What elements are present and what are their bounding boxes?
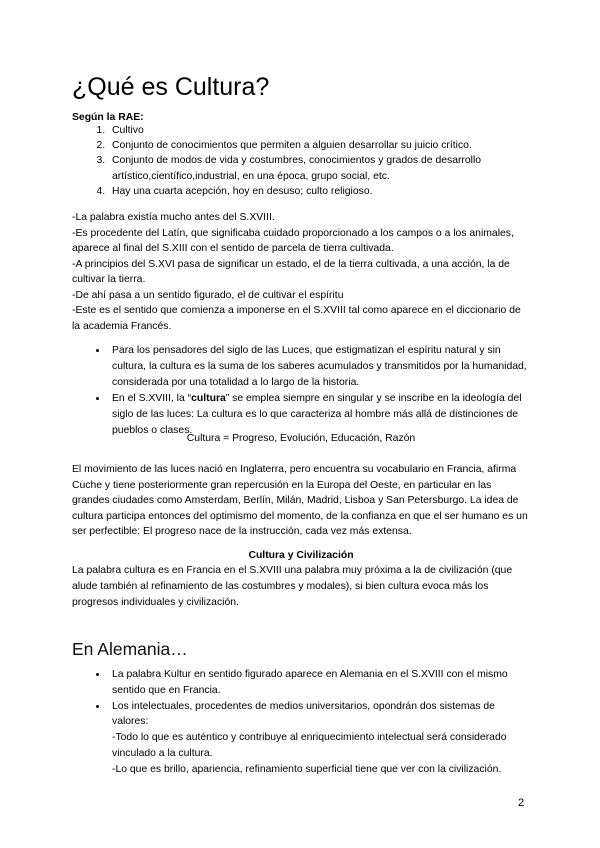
- alemania-list: [72, 667, 530, 778]
- history-paragraph: [72, 210, 530, 334]
- page-number: 2: [518, 797, 525, 809]
- list-item: 4. Hay una cuarta acepción, hoy en desuso; culto religioso.: [108, 184, 530, 199]
- history-line: -A principios del S.XVI pasa de significar un estado, el de la tierra cultivada, a una acción, la de cultivar la tierra.: [72, 258, 510, 285]
- text-span: ” se emplea siempre en singular y se inscribe en la ideología del siglo de las luces: La cultura es lo que caracteriza al hombre más allá de distinciones de pueblos o clases.: [112, 393, 522, 436]
- luces-list: [72, 343, 530, 439]
- civilizacion-paragraph: La palabra cultura es en Francia en el S.XVIII una palabra muy próxima a la de civilización (que alude también al refinamiento de las costumbres y modales), si bien cultura evoca más los progresos individuales y civilización.: [72, 565, 513, 608]
- history-line: -La palabra existía mucho antes del S.XVIII.: [72, 212, 275, 223]
- culture-formula: Cultura = Progreso, Evolución, Educación, Razón: [186, 433, 416, 444]
- list-item-line: -Lo que es brillo, apariencia, refinamiento superficial tiene que ver con la civilización.: [112, 763, 502, 775]
- list-item: • Para los pensadores del siglo de las Luces, que estigmatizan el espíritu natural y sin cultura, la cultura es la suma de los saberes acumulados y transmitidos por la humanidad, considerada por una totalidad a lo largo de la historia.: [108, 343, 530, 391]
- alemania-heading: En Alemania…: [72, 639, 188, 659]
- text-span: En el S.XVIII, la “: [112, 393, 192, 404]
- history-line: -Este es el sentido que comienza a imponerse en el S.XVIII tal como aparece en el diccionario de la academia Francés.: [72, 305, 521, 332]
- movement-paragraph: El movimiento de las luces nació en Inglaterra, pero encuentra su vocabulario en Francia, afirma Cuche y tiene posteriormente gran repercusión en la Europa del Oeste, en particular en las grandes ciudades como Amsterdam, Berlín, Milán, Madrid, Lisboa y San Petersburgo. La idea de cultura participa entonces del optimismo del momento, de la confianza en que el ser humano es un ser perfectible: El progreso nace de la instrucción, cada vez más extensa.: [72, 464, 528, 538]
- list-item-intro: • Los intelectuales, procedentes de medios universitarios, opondrán dos sistemas de valores:: [112, 700, 495, 728]
- bold-term: cultura: [191, 393, 226, 404]
- rae-heading: Según la RAE:: [72, 112, 144, 123]
- rae-definitions-list: [72, 123, 530, 199]
- list-item: [108, 699, 530, 778]
- history-line: -Es procedente del Latín, que significaba cuidado proporcionado a los campos o a los animales, aparece al final del S.XIII con el sentido de parcela de tierra cultivada.: [72, 227, 514, 254]
- list-item-line: -Todo lo que es auténtico y contribuye al enriquecimiento intelectual será considerado vinculado a la cultura.: [112, 732, 507, 759]
- history-line: -De ahí pasa a un sentido figurado, el de cultivar el espíritu: [72, 289, 344, 301]
- list-item: • La palabra Kultur en sentido figurado aparece en Alemania en el S.XVIII con el mismo sentido que en Francia.: [108, 667, 530, 699]
- list-item: 1. Cultivo: [108, 123, 530, 138]
- list-item: 2. Conjunto de conocimientos que permiten a alguien desarrollar su juicio crítico.: [108, 138, 530, 153]
- list-item: 3. Conjunto de modos de vida y costumbres, conocimientos y grados de desarrollo artístico,científico,industrial, en una época, grupo social, etc.: [108, 153, 530, 183]
- civilizacion-heading: Cultura y Civilización: [248, 550, 354, 561]
- page-title: ¿Qué es Cultura?: [72, 73, 270, 101]
